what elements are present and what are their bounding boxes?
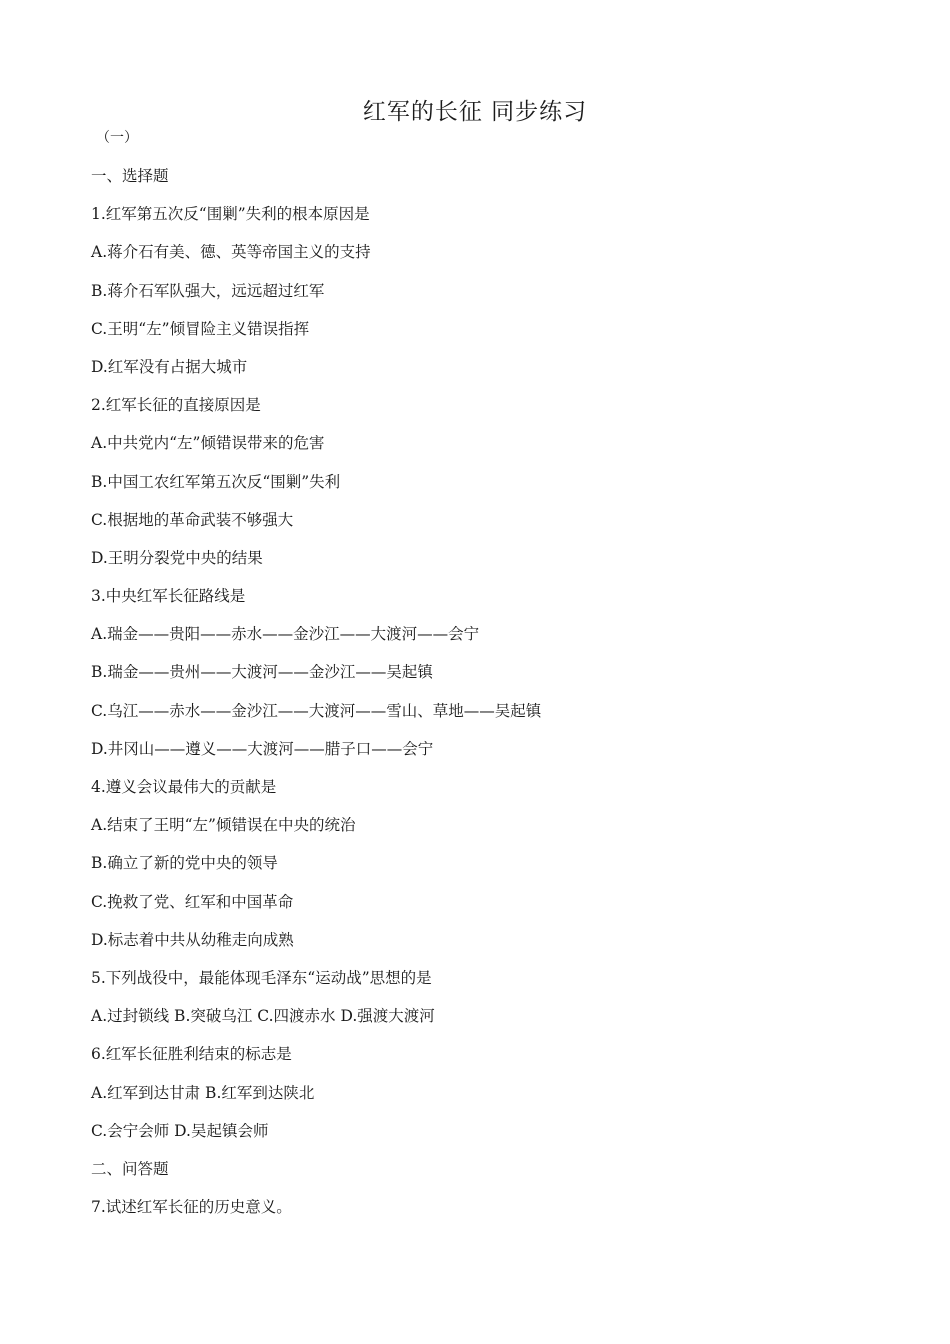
question-5: 5.下列战役中，最能体现毛泽东“运动战”思想的是 — [91, 968, 432, 987]
question-3: 3.中央红军长征路线是 — [91, 587, 246, 606]
question-1-option-d: D.红军没有占据大城市 — [91, 357, 248, 376]
question-4-option-d: D.标志着中共从幼稚走向成熟 — [91, 930, 294, 949]
question-7: 7.试述红军长征的历史意义。 — [91, 1198, 292, 1217]
question-6-options-ab: A.红军到达甘肃 B.红军到达陕北 — [91, 1083, 315, 1102]
question-2-option-b: B.中国工农红军第五次反“围剿”失利 — [91, 472, 341, 491]
section-heading-choice: 一、选择题 — [91, 167, 169, 185]
question-2-option-c: C.根据地的革命武装不够强大 — [91, 510, 294, 529]
question-3-option-c: C.乌江——赤水——金沙江——大渡河——雪山、草地——吴起镇 — [91, 701, 542, 720]
page-subtitle: （一） — [96, 130, 138, 146]
question-4: 4.遵义会议最伟大的贡献是 — [91, 778, 277, 796]
question-4-option-a: A.结束了王明“左”倾错误在中央的统治 — [91, 816, 356, 835]
question-2: 2.红军长征的直接原因是 — [91, 396, 261, 415]
question-2-option-a: A.中共党内“左”倾错误带来的危害 — [91, 434, 325, 453]
question-6: 6.红军长征胜利结束的标志是 — [91, 1045, 292, 1064]
question-1-option-b: B.蒋介石军队强大，远远超过红军 — [91, 281, 325, 300]
question-1-option-a: A.蒋介石有美、德、英等帝国主义的支持 — [91, 243, 371, 262]
question-1: 1.红军第五次反“围剿”失利的根本原因是 — [91, 205, 370, 224]
question-6-options-cd: C.会宁会师 D.吴起镇会师 — [91, 1121, 269, 1140]
question-3-option-d: D.井冈山——遵义——大渡河——腊子口——会宁 — [91, 739, 434, 758]
document-body — [91, 165, 871, 1234]
question-3-option-b: B.瑞金——贵州——大渡河——金沙江——吴起镇 — [91, 663, 433, 682]
question-3-option-a: A.瑞金——贵阳——赤水——金沙江——大渡河——会宁 — [91, 625, 480, 644]
question-1-option-c: C.王明“左”倾冒险主义错误指挥 — [91, 319, 310, 338]
page-title: 红军的长征 同步练习 — [362, 99, 588, 125]
question-4-option-c: C.挽救了党、红军和中国革命 — [91, 892, 294, 911]
question-4-option-b: B.确立了新的党中央的领导 — [91, 854, 278, 873]
question-5-options: A.过封锁线 B.突破乌江 C.四渡赤水 D.强渡大渡河 — [91, 1007, 435, 1026]
section-heading-qa: 二、问答题 — [91, 1159, 169, 1178]
question-2-option-d: D.王明分裂党中央的结果 — [91, 548, 263, 567]
